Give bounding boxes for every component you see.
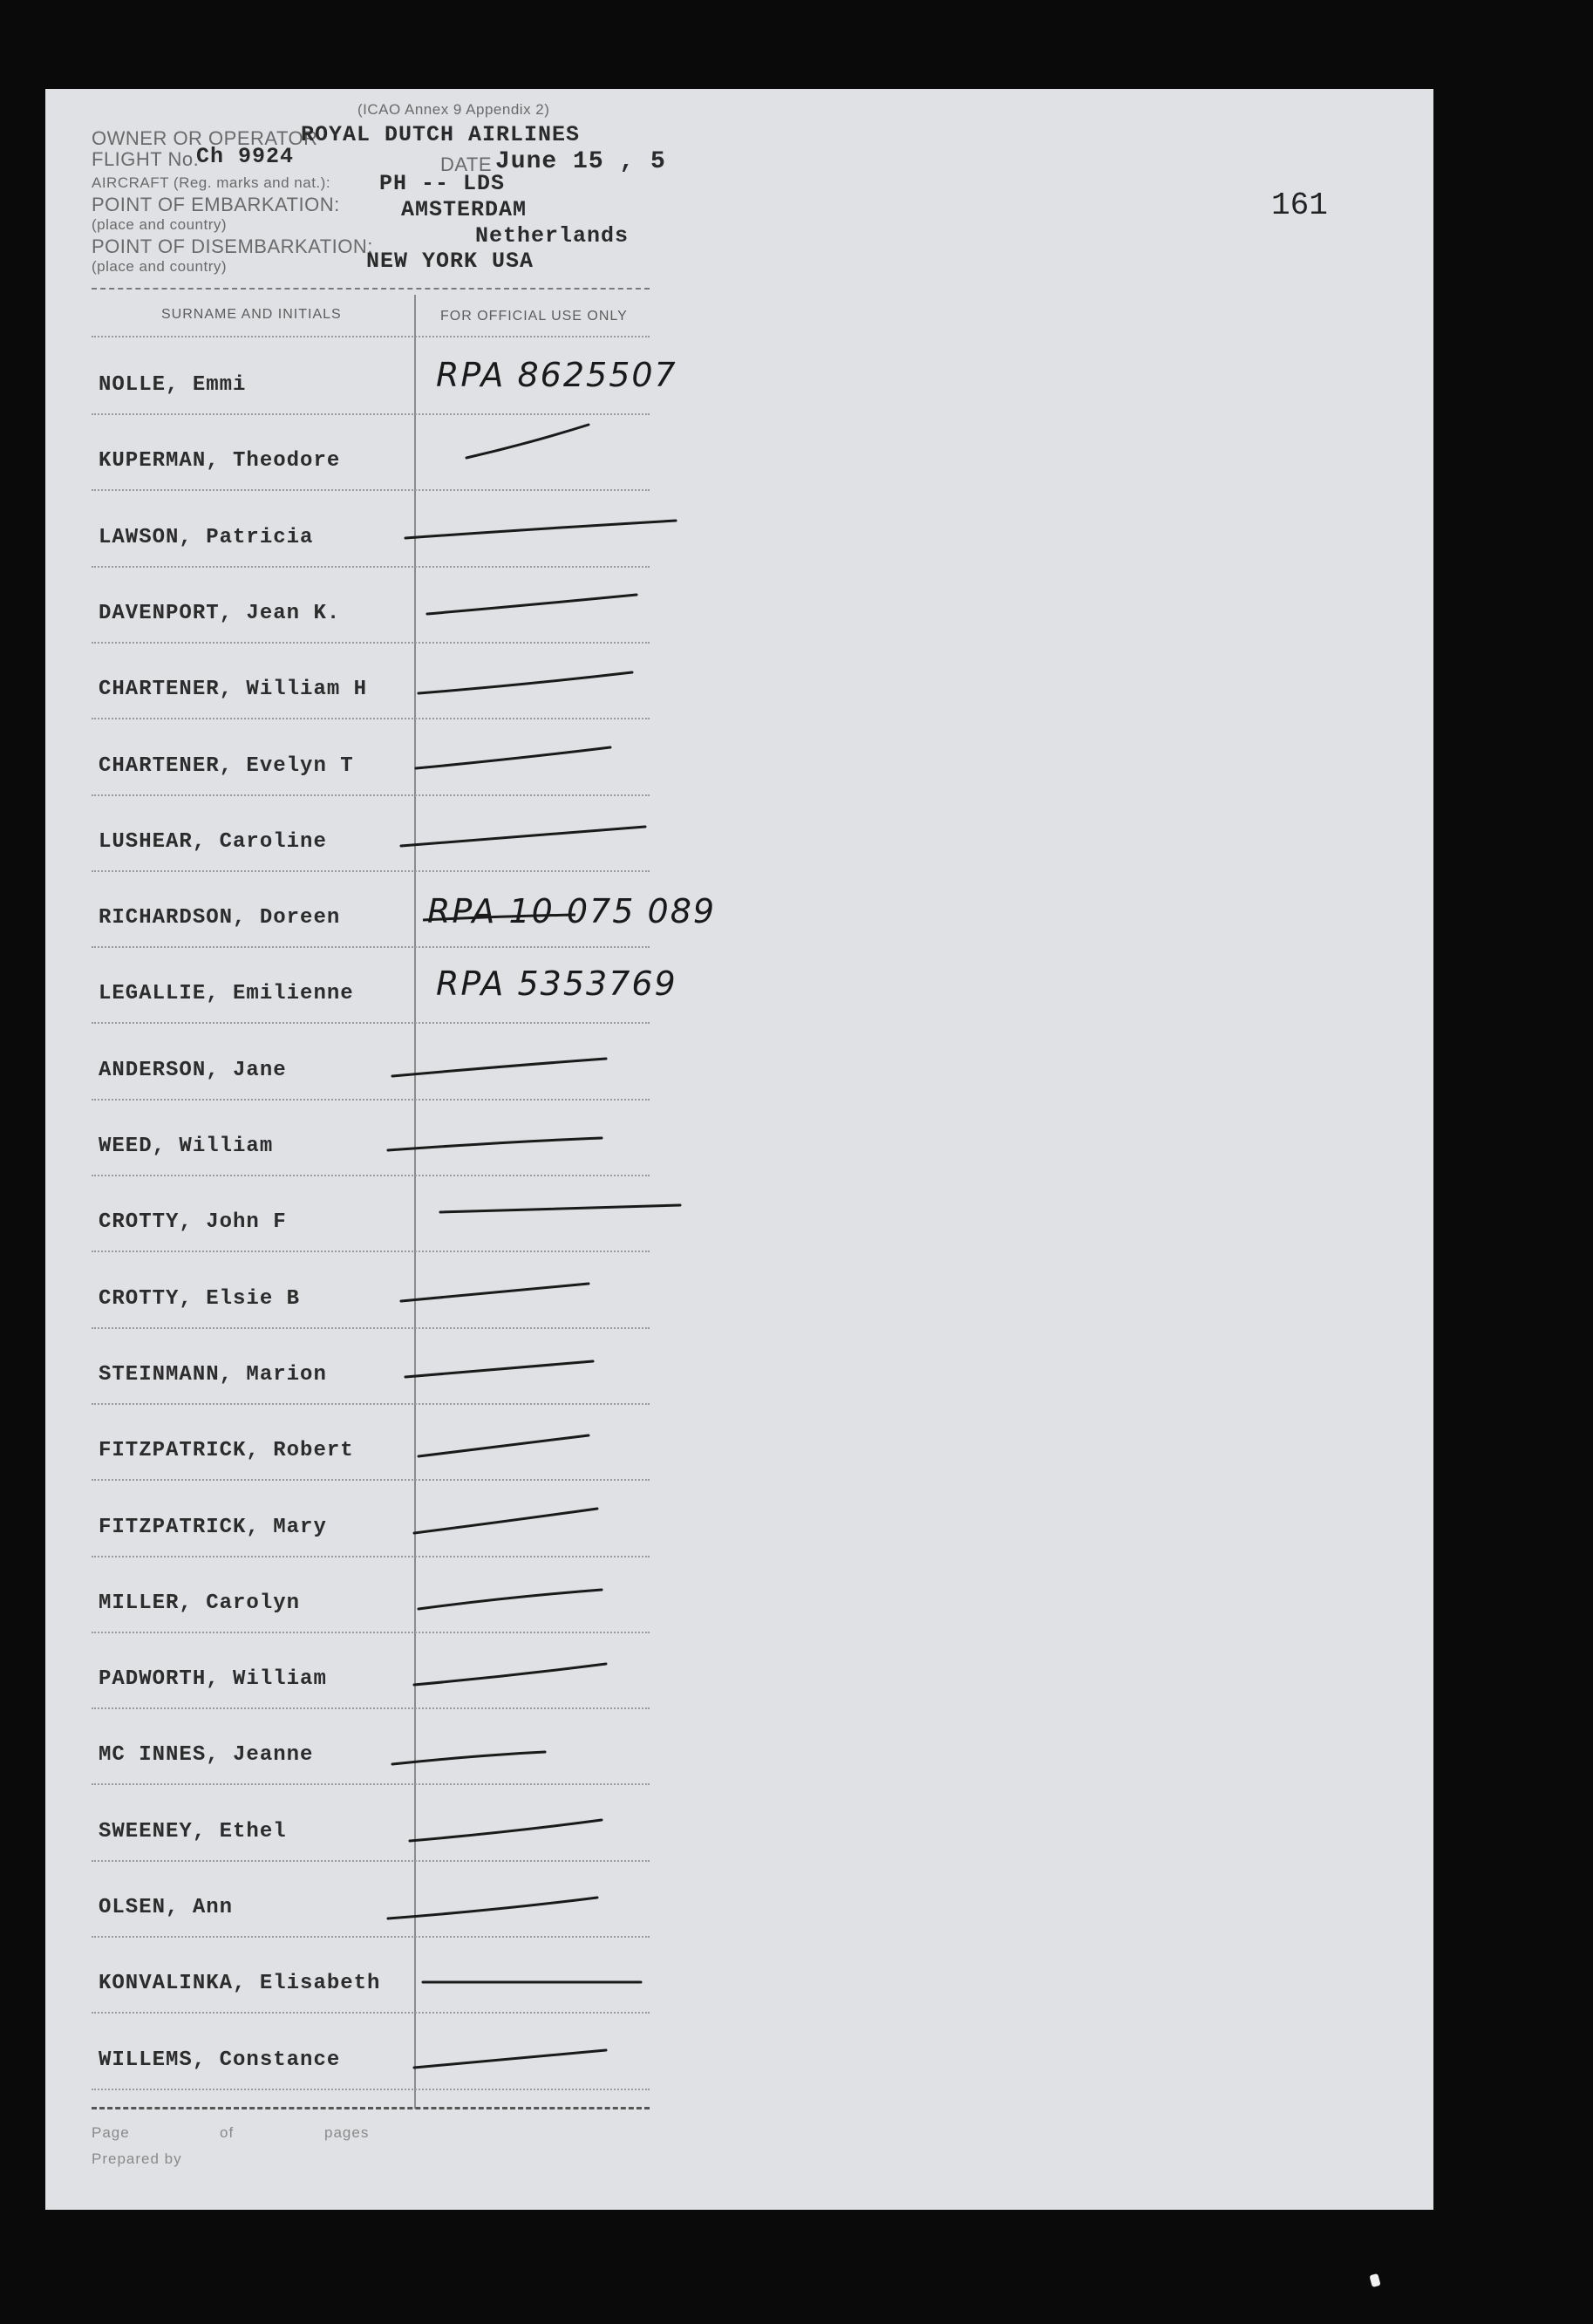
- page-number: 161: [1271, 187, 1328, 223]
- scan-speck: [1369, 2273, 1380, 2287]
- passenger-row: [92, 1100, 650, 1176]
- passenger-row: [92, 947, 677, 1024]
- date-label: DATE: [440, 153, 493, 175]
- passenger-row: [92, 1785, 650, 1862]
- disembarkation-sublabel: (place and country): [92, 258, 228, 275]
- embarkation-sublabel: (place and country): [92, 216, 228, 233]
- passenger-row: [92, 1024, 650, 1101]
- passenger-row: [92, 414, 650, 491]
- passenger-name: WILLEMS, Constance: [99, 2048, 341, 2072]
- checkmark-line: [419, 672, 632, 693]
- passenger-row: [92, 567, 650, 644]
- passenger-row: [92, 795, 650, 872]
- checkmark-stroke: [92, 2014, 650, 2109]
- passenger-row: [92, 871, 717, 948]
- owner-label: OWNER OR OPERATOR: [92, 127, 318, 149]
- footer-prepared-label: Prepared by: [92, 2150, 182, 2167]
- flight-label: FLIGHT No.: [92, 148, 200, 170]
- embarkation-value: AMSTERDAM: [401, 197, 528, 222]
- official-use-column-header: FOR OFFICIAL USE ONLY: [440, 309, 628, 324]
- passenger-name: LAWSON, Patricia: [99, 525, 314, 549]
- passenger-name: CROTTY, John F: [99, 1210, 287, 1235]
- passenger-row: [92, 1632, 650, 1709]
- checkmark-line: [427, 595, 637, 614]
- header-divider: [92, 288, 650, 290]
- passenger-name: LUSHEAR, Caroline: [99, 829, 327, 854]
- bottom-divider: [92, 2107, 650, 2109]
- annex-reference: (ICAO Annex 9 Appendix 2): [357, 101, 550, 118]
- passenger-name: FITZPATRICK, Mary: [99, 1515, 327, 1539]
- official-note: RPA 10 075 089: [427, 892, 717, 931]
- checkmark-line: [466, 425, 589, 458]
- passenger-name: MILLER, Carolyn: [99, 1591, 301, 1615]
- checkmark-line: [440, 1205, 680, 1212]
- footer-of-label: of: [220, 2124, 235, 2141]
- disembarkation-value: NEW YORK USA: [366, 249, 534, 274]
- checkmark-line: [401, 1284, 589, 1301]
- passenger-row: [92, 2014, 650, 2090]
- aircraft-value: PH -- LDS: [379, 171, 506, 196]
- column-header-rule: [92, 336, 650, 337]
- passenger-row: [92, 1252, 650, 1329]
- checkmark-line: [405, 521, 676, 538]
- aircraft-label: AIRCRAFT (Reg. marks and nat.):: [92, 174, 331, 191]
- passenger-row: [92, 338, 677, 415]
- passenger-name: LEGALLIE, Emilienne: [99, 982, 354, 1006]
- passenger-name: SWEENEY, Ethel: [99, 1819, 287, 1844]
- passenger-name: FITZPATRICK, Robert: [99, 1439, 354, 1463]
- passenger-row: [92, 1176, 650, 1252]
- date-value: June 15 , 5: [495, 148, 666, 175]
- passenger-row: [92, 1404, 650, 1481]
- surname-column-header: SURNAME AND INITIALS: [161, 307, 342, 322]
- checkmark-line: [392, 1059, 606, 1076]
- passenger-name: OLSEN, Ann: [99, 1896, 234, 1919]
- passenger-row: [92, 1937, 650, 2014]
- disembarkation-label: POINT OF DISEMBARKATION:: [92, 235, 373, 257]
- footer-pages-label: pages: [324, 2124, 370, 2141]
- passenger-name: ANDERSON, Jane: [99, 1058, 287, 1082]
- checkmark-line: [388, 1898, 597, 1918]
- checkmark-line: [419, 1590, 602, 1609]
- passenger-name: CROTTY, Elsie B: [99, 1286, 301, 1311]
- embarkation-country: Netherlands: [475, 223, 630, 249]
- checkmark-line: [401, 827, 645, 846]
- checkmark-line: [414, 1509, 597, 1533]
- passenger-name: NOLLE, Emmi: [99, 373, 247, 397]
- checkmark-line: [419, 1435, 589, 1456]
- passenger-name: CHARTENER, Evelyn T: [99, 753, 354, 778]
- passenger-name: STEINMANN, Marion: [99, 1362, 327, 1387]
- passenger-name: WEED, William: [99, 1135, 274, 1158]
- passenger-row: [92, 1481, 650, 1557]
- checkmark-line: [405, 1361, 593, 1377]
- flight-value: Ch 9924: [196, 144, 295, 169]
- passenger-name: KUPERMAN, Theodore: [99, 449, 341, 474]
- official-note: RPA 5353769: [436, 964, 677, 1004]
- passenger-row: [92, 491, 650, 568]
- passenger-name: RICHARDSON, Doreen: [99, 906, 341, 930]
- passenger-row: [92, 643, 650, 719]
- official-note: RPA 8625507: [436, 356, 677, 394]
- passenger-row: [92, 1861, 650, 1938]
- checkmark-line: [410, 1820, 602, 1841]
- footer-page-label: Page: [92, 2124, 130, 2141]
- strike-through-mark: [92, 871, 650, 948]
- strike-line: [423, 915, 575, 920]
- checkmark-line: [414, 2050, 606, 2068]
- passenger-row: [92, 719, 650, 796]
- checkmark-line: [388, 1138, 602, 1150]
- passenger-row: [92, 1708, 650, 1785]
- passenger-name: KONVALINKA, Elisabeth: [99, 1972, 381, 1996]
- passenger-row: [92, 1328, 650, 1405]
- passenger-row: [92, 1557, 650, 1633]
- checkmark-line: [416, 747, 610, 768]
- passenger-name: MC INNES, Jeanne: [99, 1743, 314, 1768]
- passenger-name: PADWORTH, William: [99, 1667, 327, 1692]
- owner-value: ROYAL DUTCH AIRLINES: [301, 122, 581, 147]
- checkmark-line: [414, 1664, 606, 1685]
- embarkation-label: POINT OF EMBARKATION:: [92, 194, 340, 215]
- checkmark-line: [392, 1752, 545, 1764]
- passenger-name: CHARTENER, William H: [99, 678, 368, 702]
- passenger-name: DAVENPORT, Jean K.: [99, 601, 341, 625]
